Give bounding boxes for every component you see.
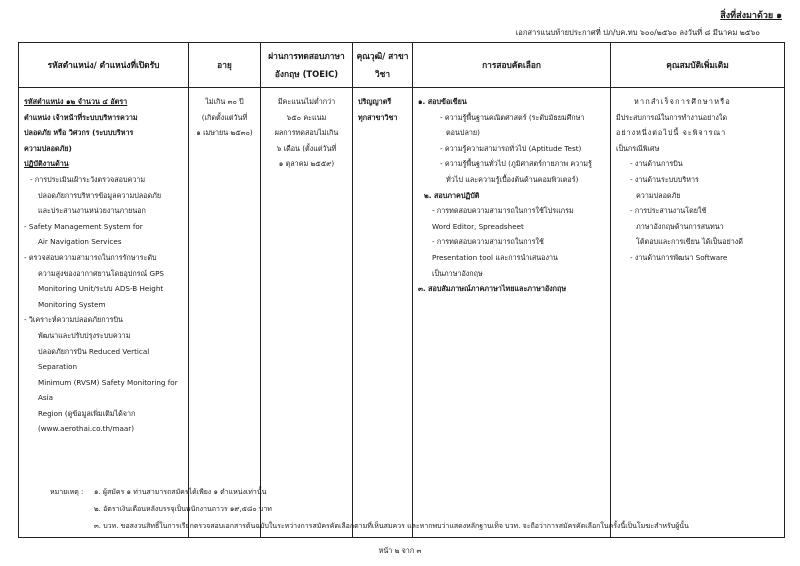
exam-item: - การทดสอบความสามารถในการใช้ Presentation tool และการนำเสนองาน เป็นภาษาอังกฤษ: [432, 237, 558, 278]
note-line: ๒. อัตราเงินเดือนหลังบรรจุเป็นพนักงานถาวร ๑๙,๕๘๐ บาท: [94, 505, 272, 513]
column-header-age: อายุ: [189, 43, 261, 88]
extra-item: - งานด้านการบิน: [630, 159, 683, 169]
duty-item: - ตรวจสอบความสามารถในการรักษาระดับ ความสูงของอากาศยานโดยอุปกรณ์ GPS Monitoring Unit/ระบบ ADS-B Height Monitoring System: [24, 252, 164, 309]
position-title-line: ความปลอดภัย): [24, 143, 72, 153]
exam-section-title: ๒. สอบภาคปฏิบัติ: [424, 190, 480, 200]
recruitment-table: [18, 42, 785, 538]
age-cell: ไม่เกิน ๓๐ ปี (เกิดตั้งแต่วันที่ ๑ เมษายน ๒๕๓๐): [189, 88, 261, 538]
position-title-line: ตำแหน่ง เจ้าหน้าที่ระบบบริหารความ: [24, 112, 138, 122]
toeic-cell: มีคะแนนไม่ต่ำกว่า ๖๕๐ คะแนม ผลการทดสอบไม่เกิน ๖ เดือน (ตั้งแต่วันที่ ๑ ตุลาคม ๒๕๕๙): [261, 88, 353, 538]
position-cell: [19, 88, 189, 538]
duty-item: - การประเมินเฝ้าระวังตรวจสอบความ ปลอดภัยการบริหารข้อมูลความปลอดภัย และประสานงานหน่วยงานภายนอก: [30, 174, 162, 216]
extra-intro: หากสำเร็จการศึกษาหรือ มีประสบการณ์ในการทำงานอย่างใด อย่างหนึ่งต่อไปนี้ จะพิจารณา เป็นกรณีพิเศษ: [616, 97, 732, 153]
extra-item: - งานด้านการพัฒนา Software: [630, 252, 728, 262]
qualification-cell: ปริญญาตรี ทุกสาขาวิชา: [353, 88, 413, 538]
column-header-extra: คุณสมบัติเพิ่มเติม: [611, 43, 785, 88]
column-header-exam: การสอบคัดเลือก: [413, 43, 611, 88]
note-line: ๓. บวท. ขอสงวนสิทธิ์ในการเรียกตรวจสอบเอกสารต้นฉบับในระหว่างการสมัครคัดเลือกตามที่เห็นสมควร และหากพบว่าแสดงหลักฐานเท็จ บวท. จะถือว่าการสมัครคัดเลือกในครั้งนี้เป็นโมฆะสำหรับผู้นั้น: [94, 522, 689, 530]
exam-section-title: ๓. สอบสัมภาษณ์ภาคภาษาไทยและภาษาอังกฤษ: [418, 284, 567, 294]
exam-section-title: ๑. สอบข้อเขียน: [418, 97, 467, 106]
attachment-label: สิ่งที่ส่งมาด้วย ๑: [720, 11, 782, 21]
extra-item: - การประสานงานโดยใช้ ภาษาอังกฤษด้านการสนทนา โต้ตอบและการเขียน ได้เป็นอย่างดี: [630, 206, 743, 247]
column-header-position: รหัสตำแหน่ง/ ตำแหน่งที่เปิดรับ: [19, 43, 189, 88]
exam-item: - การทดสอบความสามารถในการใช้โปรแกรม Word Editor, Spreadsheet: [432, 206, 574, 231]
attachment-reference: เอกสารแนบท้ายประกาศที่ ปภ/บค.ทบ ๖๐๐/๒๕๖๐ ลงวันที่ ๘ มีนาคม ๒๕๖๐: [515, 28, 760, 37]
exam-item: - ความรู้พื้นฐานทั่วไป (ภูมิศาสตร์กายภาพ ความรู้ ทั่วไป และความรู้เบื้องต้นด้านคอมพิวเตอร์): [440, 159, 592, 184]
duties-heading: ปฏิบัติงานด้าน: [24, 159, 69, 169]
exam-cell: [413, 88, 611, 538]
position-code: รหัสตำแหน่ง ๑๒ จำนวน ๔ อัตรา: [24, 97, 128, 106]
column-header-qualification: คุณวุฒิ/ สาขาวิชา: [353, 43, 413, 88]
notes-label: หมายเหตุ :: [50, 488, 84, 496]
table-row: [19, 88, 785, 538]
duty-item: - Safety Management System for Air Navigation Services: [24, 221, 143, 247]
exam-item: - ความรู้พื้นฐานคณิตศาสตร์ (ระดับมัธยมศึกษา ตอนปลาย): [440, 112, 585, 138]
duty-item: - วิเคราะห์ความปลอดภัยการบิน พัฒนาและปรับปรุงระบบความ ปลอดภัยการบิน Reduced Vertical Separation Minimum (RVSM) Safety Monitoring for Asia Region (ดูข้อมูลเพิ่มเติมได้จาก (www.aerothai.co.th/maar): [24, 315, 178, 434]
position-title-line: ปลอดภัย หรือ วิศวกร (ระบบบริหาร: [24, 128, 134, 138]
page-number: หน้า ๒ จาก ๓: [378, 546, 422, 555]
exam-item: - ความรู้ความสามารถทั่วไป (Aptitude Test): [440, 143, 582, 153]
extra-item: - งานด้านระบบบริหาร ความปลอดภัย: [630, 174, 699, 200]
note-line: ๑. ผู้สมัคร ๑ ท่านสามารถสมัครได้เพียง ๑ ตำแหน่งเท่านั้น: [94, 488, 267, 496]
notes: [50, 484, 689, 535]
column-header-toeic: ผ่านการทดสอบภาษาอังกฤษ (TOEIC): [261, 43, 353, 88]
extra-cell: [611, 88, 785, 538]
